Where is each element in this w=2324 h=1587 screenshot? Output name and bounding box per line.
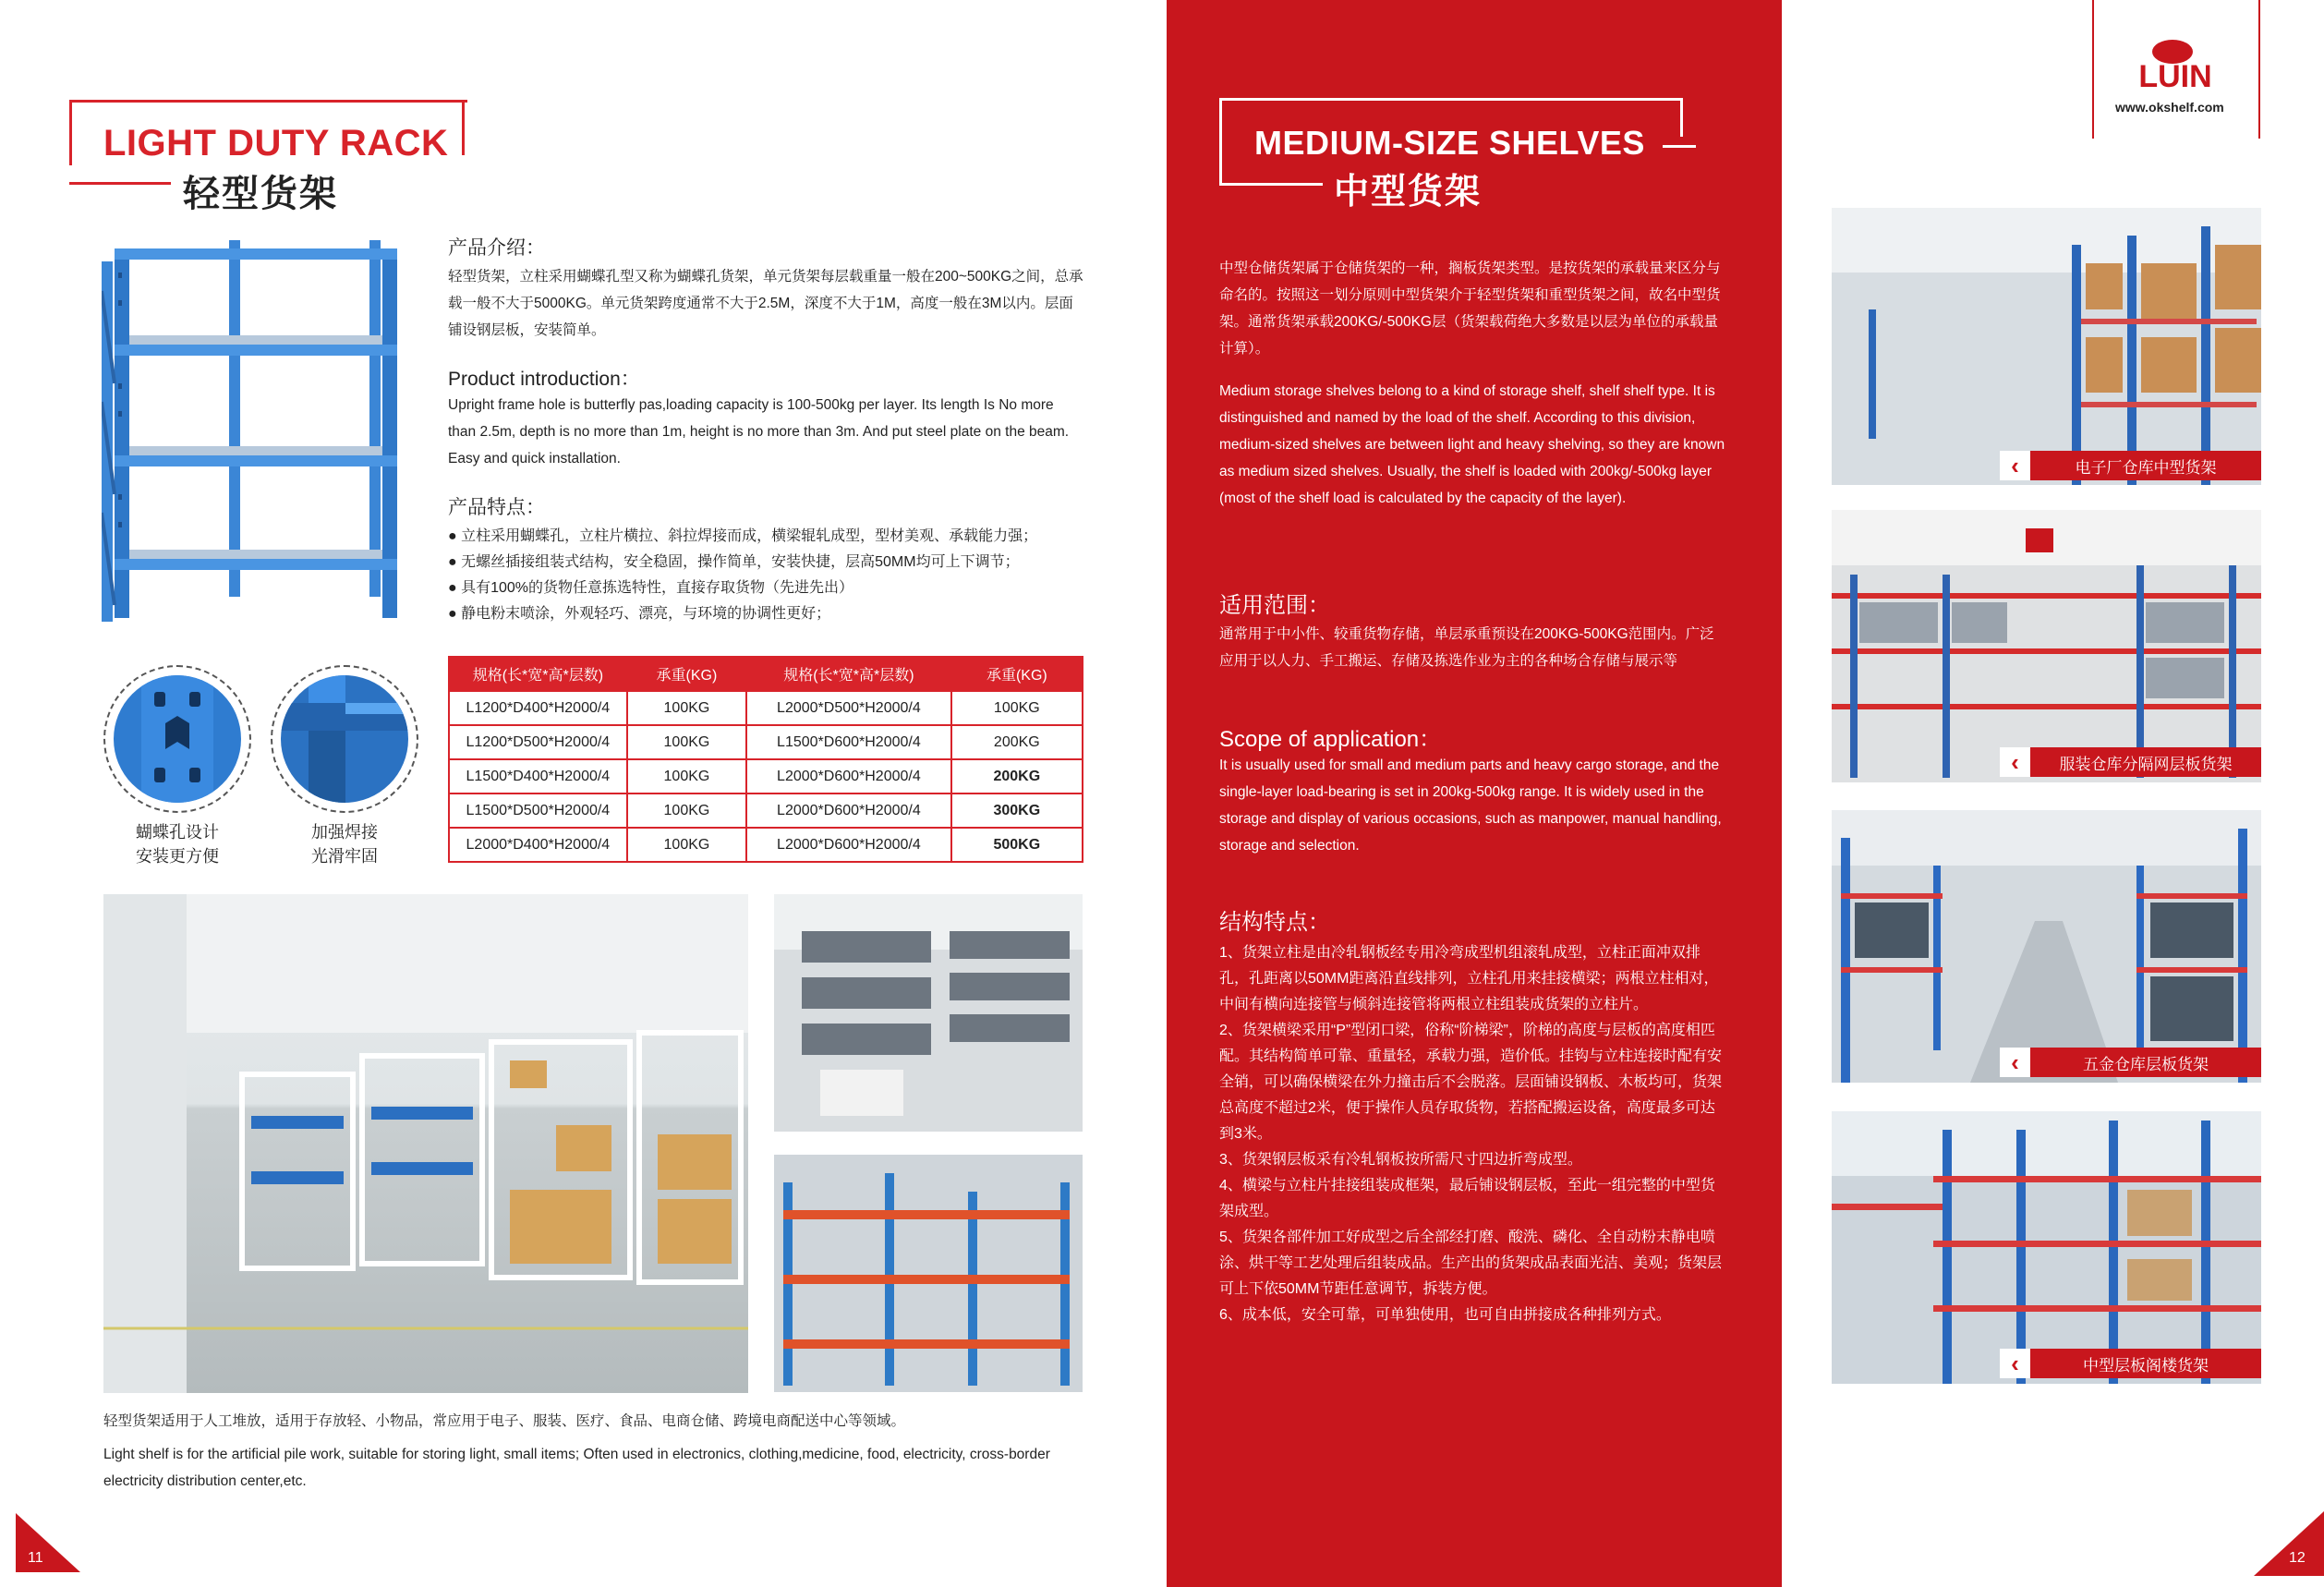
features-list — [448, 524, 1095, 627]
table-cell: L2000*D600*H2000/4 — [746, 828, 951, 862]
feature-item: ● 无螺丝插接组装式结构，安全稳固，操作简单，安装快捷，层高50MM均可上下调节； — [448, 554, 1020, 570]
intro-en-text: Upright frame hole is butterfly pas,loading capacity is 100-500kg per layer. Its length Is No more than 2.5m, depth is no more than 1m, height is no more than 3m. And put steel plate on the beam. Easy and quick installation. — [448, 397, 1070, 466]
heading-cn-left: 轻型货架 — [183, 174, 338, 214]
page-number-left: 11 — [28, 1550, 43, 1566]
table-cell: 100KG — [627, 759, 746, 794]
scope-en-text: It is usually used for small and medium parts and heavy cargo storage, and the single-layer load-bearing is set in 200kg-500kg range. It is widely used in the storage and display of various occasions, such as manpower, manual handling, storage and selection. — [1219, 757, 1722, 854]
welding-detail — [271, 665, 418, 813]
table-cell: 200KG — [951, 725, 1083, 759]
photo2-caption: 服装仓库分隔网层板货架 — [2030, 747, 2261, 777]
scope-cn-title: 适用范围： — [1219, 593, 1330, 618]
warehouse-photo-clothing — [774, 894, 1083, 1132]
middle-intro-en: Medium storage shelves belong to a kind of storage shelf, shelf shelf type. It is distinguished and named by the load of the shelf. According to this division, medium-sized shelves are between light and heavy shelving, so they are known as medium sized shelves. Usually, the shelf is loaded with 200kg/-500kg layer (most of the shelf load is calculated by the capacity of the layer). — [1219, 383, 1725, 506]
website: www.okshelf.com — [2115, 100, 2224, 115]
structure-item: 2、货架横梁采用“P”型闭口梁，俗称“阶梯梁”，阶梯的高度与层板的高度相匹配。其结构简单可靠、重量轻，承载力强，造价低。挂钩与立柱连接时配有安全销，可以确保横梁在外力撞击后不会脱落。层面铺设钢板、木板均可，货架总高度不超过2米，便于操作人员存取货物，若搭配搬运设备，高度最多可达到3米。 — [1219, 1023, 1723, 1142]
header-cell: 规格(长*宽*高*层数) — [746, 657, 951, 691]
heading-middle-underline — [1219, 183, 1323, 186]
table-row — [449, 794, 1083, 828]
detail2-caption-line1: 加强焊接 — [311, 823, 378, 842]
table-cell: L2000*D600*H2000/4 — [746, 794, 951, 828]
logo-text: LUIN — [2138, 59, 2212, 91]
header-cell: 承重(KG) — [951, 657, 1083, 691]
photo2-prev-button[interactable]: ‹ — [2000, 747, 2030, 777]
table-cell: 100KG — [627, 794, 746, 828]
photo-electronics-warehouse — [1832, 208, 2261, 485]
photo1-caption: 电子厂仓库中型货架 — [2030, 451, 2261, 480]
intro-cn-text: 轻型货架，立柱采用蝴蝶孔型又称为蝴蝶孔货架，单元货架每层载重量一般在200~500KG之间，总承载一般不大于5000KG。单元货架跨度通常不大于2.5M，深度不大于1M，高度一般在3M以内。层面铺设钢层板，安装简单。 — [448, 269, 1083, 338]
table-cell: 300KG — [951, 794, 1083, 828]
photo-mezzanine-shelf — [1832, 1111, 2261, 1384]
heading-cn-middle: 中型货架 — [1334, 173, 1483, 212]
feature-item: ● 静电粉末喷涂，外观轻巧、漂亮，与环境的协调性更好； — [448, 606, 831, 622]
warehouse-photo-large — [103, 894, 748, 1393]
heading-en-middle: MEDIUM-SIZE SHELVES — [1254, 124, 1645, 162]
butterfly-hole-detail — [103, 665, 251, 813]
table-cell: L1200*D400*H2000/4 — [449, 691, 627, 725]
structure-item: 1、货架立柱是由冷轧钢板经专用冷弯成型机组滚轧成型，立柱正面冲双排孔，孔距离以50MM距离沿直线排列，立柱孔用来挂接横梁；两根立柱相对，中间有横向连接管与倾斜连接管将两根立柱组装成货架的立柱片。 — [1219, 945, 1719, 1012]
table-cell: 200KG — [951, 759, 1083, 794]
heading-left-underline — [69, 182, 171, 185]
detail2-caption — [271, 820, 418, 868]
heading-en-left: LIGHT DUTY RACK — [103, 123, 449, 164]
table-cell: 100KG — [627, 828, 746, 862]
light-duty-rack-image — [102, 236, 406, 624]
spec-table — [448, 656, 1083, 863]
bottom-cn-text: 轻型货架适用于人工堆放，适用于存放轻、小物品，常应用于电子、服装、医疗、食品、电商仓储、跨境电商配送中心等领域。 — [103, 1413, 906, 1429]
detail2-caption-line2: 光滑牢固 — [311, 847, 378, 866]
weld-joint-icon — [281, 675, 408, 803]
table-cell: L2000*D500*H2000/4 — [746, 691, 951, 725]
feature-item: ● 立柱采用蝴蝶孔，立柱片横拉、斜拉焊接而成，横梁辊轧成型，型材美观、承载能力强； — [448, 528, 1038, 544]
page-number-right: 12 — [2289, 1550, 2306, 1566]
detail1-caption — [103, 820, 251, 868]
photo-clothing-warehouse — [1832, 510, 2261, 782]
table-cell: 100KG — [951, 691, 1083, 725]
table-row — [449, 725, 1083, 759]
detail1-caption-line1: 蝴蝶孔设计 — [136, 823, 219, 842]
feature-item: ● 具有100%的货物任意拣选特性，直接存取货物（先进先出） — [448, 580, 854, 596]
features-title: 产品特点： — [448, 497, 545, 518]
scope-cn-text: 通常用于中小件、较重货物存储，单层承重预设在200KG-500KG范围内。广泛应用于以人力、手工搬运、存储及拣选作业为主的各种场合存储与展示等 — [1219, 626, 1714, 669]
table-row — [449, 828, 1083, 862]
table-cell: L1500*D400*H2000/4 — [449, 759, 627, 794]
intro-cn-title: 产品介绍： — [448, 237, 545, 259]
table-cell: L2000*D600*H2000/4 — [746, 759, 951, 794]
detail1-caption-line2: 安装更方便 — [136, 847, 219, 866]
structure-title: 结构特点： — [1219, 910, 1330, 935]
table-cell: 100KG — [627, 725, 746, 759]
bottom-en-text: Light shelf is for the artificial pile work, suitable for storing light, small items; Often used in electronics, clothing,medicine, food, electricity, cross-border electricity distribution center,etc. — [103, 1447, 1050, 1489]
structure-item: 3、货架钢层板采有冷轧钢板按所需尺寸四边折弯成型。 — [1219, 1152, 1582, 1168]
company-logo — [2115, 35, 2235, 91]
spec-table-header — [449, 657, 1083, 691]
heading-frame-left-right — [462, 100, 465, 155]
middle-intro-cn: 中型仓储货架属于仓储货架的一种，搁板货架类型。是按货架的承载量来区分与命名的。按照这一划分原则中型货架介于轻型货架和重型货架之间，故名中型货架。通常货架承载200KG/-500KG层（货架载荷绝大多数是以层为单位的承载量计算）。 — [1219, 260, 1721, 357]
butterfly-hole-icon — [114, 675, 241, 803]
photo4-caption: 中型层板阁楼货架 — [2030, 1349, 2261, 1378]
logo-divider — [2092, 0, 2094, 139]
table-row — [449, 759, 1083, 794]
table-row — [449, 691, 1083, 725]
structure-list — [1219, 940, 1727, 1328]
photo1-prev-button[interactable]: ‹ — [2000, 451, 2030, 480]
header-cell: 承重(KG) — [627, 657, 746, 691]
table-cell: L1500*D500*H2000/4 — [449, 794, 627, 828]
header-cell: 规格(长*宽*高*层数) — [449, 657, 627, 691]
table-cell: 500KG — [951, 828, 1083, 862]
scope-en-title: Scope of application： — [1219, 727, 1442, 752]
heading-frame-middle-dash — [1663, 145, 1696, 148]
table-cell: L2000*D400*H2000/4 — [449, 828, 627, 862]
structure-item: 6、成本低，安全可靠，可单独使用，也可自由拼接成各种排列方式。 — [1219, 1307, 1671, 1323]
photo3-caption: 五金仓库层板货架 — [2030, 1048, 2261, 1077]
structure-item: 4、横梁与立柱片挂接组装成框架，最后铺设钢层板，至此一组完整的中型货架成型。 — [1219, 1178, 1715, 1219]
structure-item: 5、货架各部件加工好成型之后全部经打磨、酸洗、磷化、全自动粉末静电喷涂、烘干等工艺处理后组装成品。生产出的货架成品表面光洁、美观；货架层可上下依50MM节距任意调节，拆装方便。 — [1219, 1230, 1723, 1297]
photo4-prev-button[interactable]: ‹ — [2000, 1349, 2030, 1378]
table-cell: 100KG — [627, 691, 746, 725]
logo-divider-right — [2258, 0, 2260, 139]
intro-en-title: Product introduction： — [448, 369, 640, 390]
photo-hardware-warehouse — [1832, 810, 2261, 1083]
table-cell: L1200*D500*H2000/4 — [449, 725, 627, 759]
page-corner-left — [16, 1513, 80, 1572]
warehouse-photo-orange-beams — [774, 1155, 1083, 1392]
photo3-prev-button[interactable]: ‹ — [2000, 1048, 2030, 1077]
table-cell: L1500*D600*H2000/4 — [746, 725, 951, 759]
